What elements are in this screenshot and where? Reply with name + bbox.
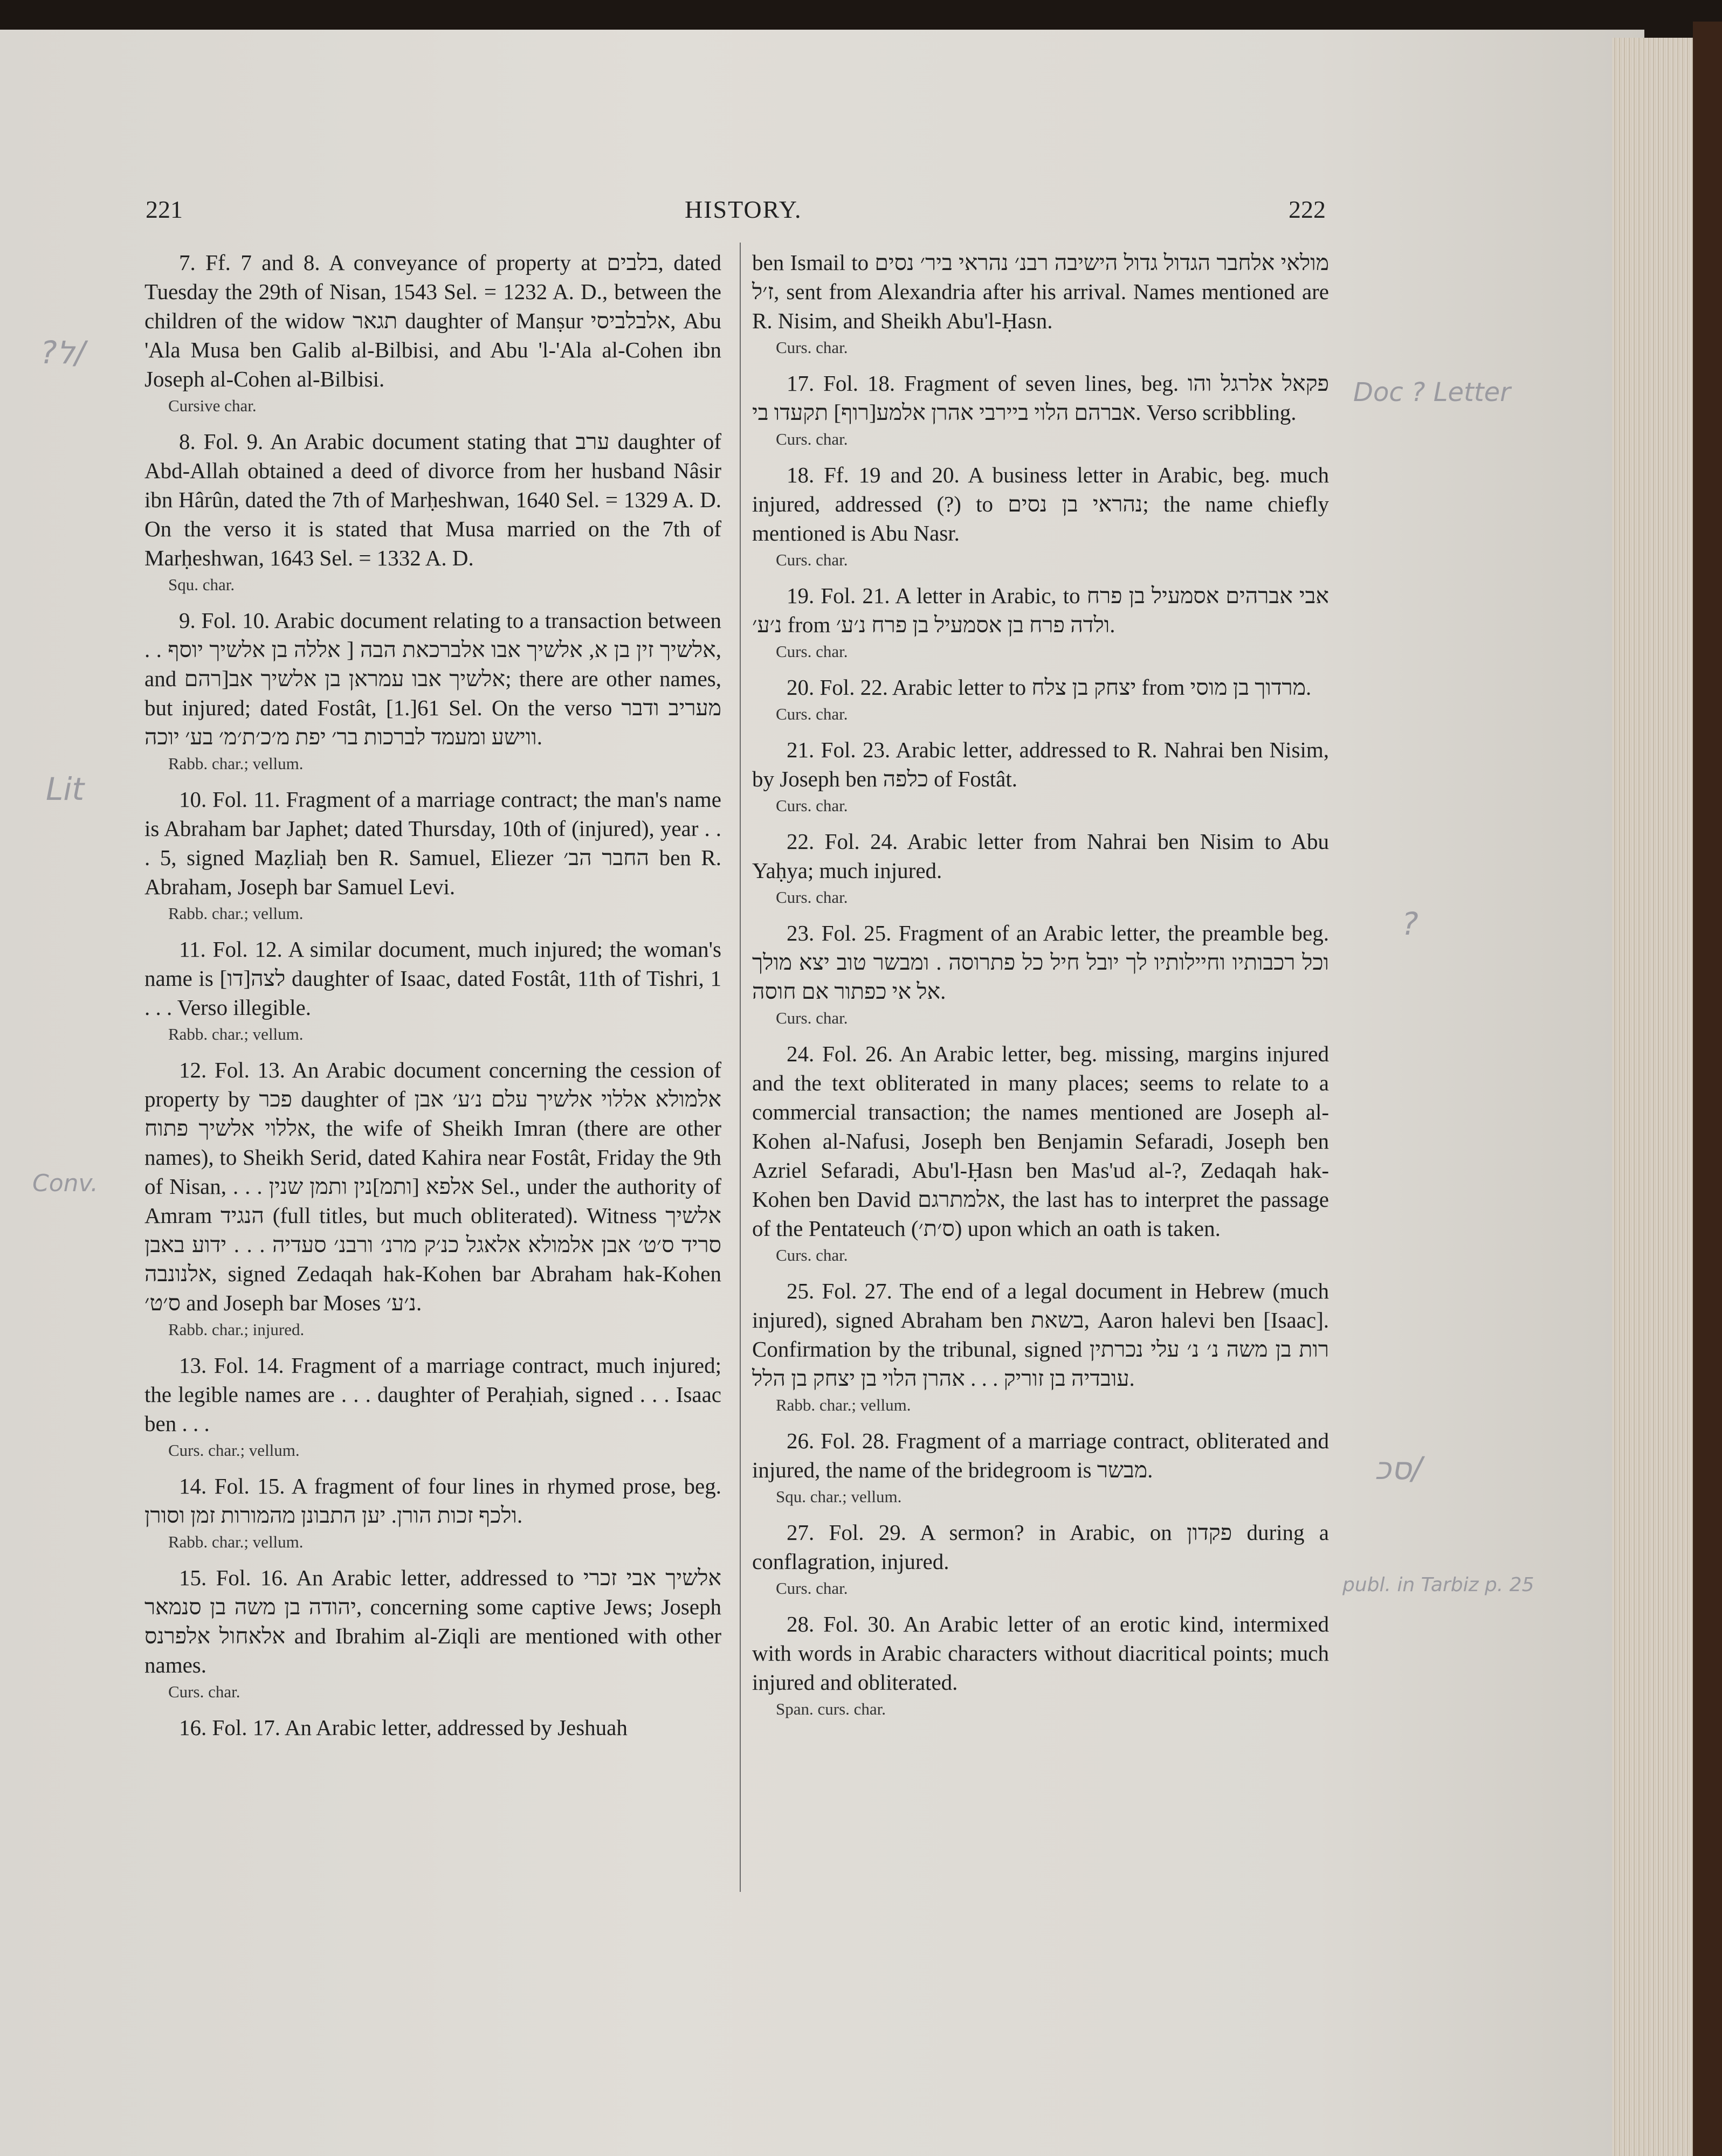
- entry-text: 19. Fol. 21. A letter in Arabic, to אבי אברהים אסמעיל בן פרח נ׳ע׳ from ולדה פרח בן אסמעיל בן פרח נ׳ע׳.: [752, 583, 1329, 637]
- catalog-entry: [144, 1055, 721, 1341]
- entry-character-note: Curs. char.: [776, 1008, 848, 1027]
- entry-character-note: Curs. char.: [168, 1682, 240, 1701]
- column-divider: [740, 243, 741, 1892]
- entry-text: 22. Fol. 24. Arabic letter from Nahrai ben Nisim to Abu Yaḥya; much injured.: [752, 829, 1329, 883]
- catalog-entry: [144, 935, 721, 1046]
- running-title: HISTORY.: [685, 196, 802, 223]
- right-column: [752, 248, 1329, 1730]
- catalog-entry: [752, 735, 1329, 817]
- margin-note: ?: [1402, 906, 1418, 942]
- catalog-entry: [144, 1713, 721, 1742]
- entry-character-note: Rabb. char.; vellum.: [776, 1395, 911, 1414]
- entry-character-note: Squ. char.; vellum.: [776, 1487, 902, 1506]
- margin-note: Conv.: [32, 1170, 98, 1197]
- catalog-entry: [752, 673, 1329, 725]
- entry-text: ben Ismail to מולאי אלחבר הגדול גדול הישיבה רבנ׳ נהראי ביר׳ נסים ז׳ל, sent from Alexandria after his arrival. Names mentioned are R. Nisim, and Sheikh Abu'l-Ḥasn.: [752, 250, 1329, 333]
- margin-note: Lit: [46, 771, 85, 807]
- margin-note: Doc ? Letter: [1353, 377, 1511, 407]
- book-cover-edge: [1693, 22, 1722, 2156]
- entry-text: 13. Fol. 14. Fragment of a marriage contract, much injured; the legible names are . . . daughter of Peraḥiah, signed . . . Isaac ben . . .: [144, 1353, 721, 1436]
- margin-note: סכ/: [1375, 1450, 1422, 1487]
- entry-character-note: Squ. char.: [168, 575, 235, 594]
- entry-text: 15. Fol. 16. An Arabic letter, addressed to אלשיך אבי זכרי יהודה בן משה בן סנמאר, concerning some captive Jews; Joseph אלאחול אלפרנס and Ibrahim al-Ziqli are mentioned with other names.: [144, 1565, 721, 1677]
- entry-text: 16. Fol. 17. An Arabic letter, addressed by Jeshuah: [179, 1715, 628, 1740]
- catalog-entry: [752, 248, 1329, 359]
- catalog-entry: [144, 1563, 721, 1703]
- entry-text: 25. Fol. 27. The end of a legal document in Hebrew (much injured), signed Abraham ben בשאת, Aaron halevi ben [Isaac]. Confirmation by the tribunal, signed רות בן משה נ׳ נ׳ עלי נכרתין עובדיה בן זוריק . . . אהרן הלוי בן יצחק בן הלל.: [752, 1279, 1330, 1391]
- entry-character-note: Cursive char.: [168, 396, 257, 415]
- entry-character-note: Rabb. char.; vellum.: [168, 1532, 304, 1551]
- entry-character-note: Curs. char.: [776, 796, 848, 815]
- catalog-entry: [752, 1426, 1329, 1508]
- entry-character-note: Curs. char.: [776, 1579, 848, 1598]
- entry-text: 8. Fol. 9. An Arabic document stating that ערב daughter of Abd-Allah obtained a deed of divorce from her husband Nâsir ibn Hârûn, dated the 7th of Marḥeshwan, 1640 Sel. = 1329 A. D. On the verso it is stated that Musa married on the 7th of Marḥeshwan, 1643 Sel. = 1332 A. D.: [144, 429, 722, 570]
- catalog-entry: [144, 1471, 721, 1553]
- entry-character-note: Curs. char.: [776, 704, 848, 723]
- catalog-entry: [752, 918, 1329, 1029]
- margin-note: ?ל/: [40, 334, 86, 371]
- page-header: [146, 195, 1332, 233]
- catalog-entry: [752, 460, 1329, 571]
- catalog-entry: [144, 427, 721, 596]
- entry-text: 14. Fol. 15. A fragment of four lines in rhymed prose, beg. ולכף זכות הורן. יען התבונן מהמורות זמן וסורן.: [144, 1474, 721, 1528]
- entry-character-note: Rabb. char.; vellum.: [168, 1025, 304, 1044]
- entry-character-note: Curs. char.: [776, 888, 848, 907]
- catalog-entry: [144, 1351, 721, 1462]
- left-column: [144, 248, 721, 1752]
- entry-character-note: Curs. char.: [776, 338, 848, 357]
- entry-character-note: Rabb. char.; vellum.: [168, 754, 304, 773]
- catalog-entry: [752, 581, 1329, 663]
- entry-character-note: Curs. char.: [776, 1246, 848, 1264]
- entry-text: 28. Fol. 30. An Arabic letter of an erotic kind, intermixed with words in Arabic characters without diacritical points; much injured and obliterated.: [752, 1612, 1329, 1695]
- entry-text: 9. Fol. 10. Arabic document relating to a transaction between . . אלשיך זין בן א, אלשיך אבו אלברכאת הבה [ אללה בן אלשיך יוסף, and אלשיך אבו עמראן בן אלשיך אב[רהם; there are other names, but injured; dated Fostât, [1.]61 Sel. On the verso מעריב ודבר ווישע ומעמד לברכות בר׳ יפת מ׳כ׳ת׳מ׳ בע׳ יוכה.: [144, 608, 721, 749]
- entry-text: 11. Fol. 12. A similar document, much injured; the woman's name is [דו]לצה daughter of Isaac, dated Fostât, 11th of Tishri, 1 . . . Verso illegible.: [144, 937, 721, 1020]
- entry-text: 18. Ff. 19 and 20. A business letter in Arabic, beg. much injured, addressed (?) to נהראי בן נסים; the name chiefly mentioned is Abu Nasr.: [752, 462, 1329, 545]
- catalog-entry: [752, 827, 1329, 909]
- catalog-entry: [144, 248, 721, 417]
- entry-character-note: Span. curs. char.: [776, 1699, 886, 1718]
- entry-character-note: Rabb. char.; vellum.: [168, 904, 304, 923]
- entry-character-note: Curs. char.: [776, 430, 848, 448]
- entry-text: 12. Fol. 13. An Arabic document concerning the cession of property by פכר daughter of אלמולא אללוי אלשיך עלם נ׳ע׳ אבן אללוי אלשיך פתוח, the wife of Sheikh Imran (there are other names), to Sheikh Serid, dated Kahira near Fostât, Friday the 9th of Nisan, . . . אלפא [ותמ]נין ותמן שנין Sel., under the authority of Amram הנגיד (full titles, but much obliterated). Witness אלשיך סריד ס׳ט׳ אבן אלמולא אלאגל כנ׳ק מרנ׳ ורבנ׳ סעדיה . . . ידוע באבן אלנונבה, signed Zedaqah hak-Kohen bar Abraham hak-Kohen ס׳ט׳ and Joseph bar Moses נ׳ע׳.: [144, 1058, 721, 1315]
- entry-text: 10. Fol. 11. Fragment of a marriage contract; the man's name is Abraham bar Japhet; dated Thursday, 10th of (injured), year . . . 5, signed Maẓliaḥ ben R. Samuel, Eliezer החבר הב׳ ben R. Abraham, Joseph bar Samuel Levi.: [144, 787, 721, 899]
- entry-text: 7. Ff. 7 and 8. A conveyance of property at בלבים, dated Tuesday the 29th of Nisan, 1543 Sel. = 1232 A. D., between the children of the widow תגאר daughter of Manṣur אלבלביסי, Abu 'Ala Musa ben Galib al-Bilbisi, and Abu 'l-'Ala al-Cohen ibn Joseph al-Cohen al-Bilbisi.: [144, 250, 722, 391]
- catalog-entry: [752, 1609, 1329, 1720]
- entry-character-note: Curs. char.: [776, 642, 848, 661]
- catalog-entry: [144, 606, 721, 775]
- entry-character-note: Curs. char.: [776, 550, 848, 569]
- entry-text: 20. Fol. 22. Arabic letter to יצחק בן צלח from מרדוך בן מוסי.: [787, 675, 1312, 700]
- entry-text: 24. Fol. 26. An Arabic letter, beg. missing, margins injured and the text obliterated in many places; seems to relate to a commercial transaction; the names mentioned are Joseph al-Kohen al-Nafusi, Joseph ben Benjamin Sefaradi, Joseph ben Azriel Sefaradi, Abu'l-Ḥasn ben Mas'ud al-?, Zedaqah hak-Kohen ben David אלמתרגם, the last has to interpret the passage of the Pentateuch (ס׳ת׳) upon which an oath is taken.: [752, 1041, 1329, 1241]
- catalog-entry: [144, 785, 721, 925]
- catalog-entry: [752, 1518, 1329, 1600]
- page-number-right: 222: [1289, 196, 1326, 223]
- margin-note: publ. in Tarbiz p. 25: [1342, 1574, 1534, 1596]
- entry-text: 23. Fol. 25. Fragment of an Arabic letter, the preamble beg. וכל רכבותיו וחיילותיו לך יובל חיל כל פתרוסה . ומבשר טוב יצא מולך אל אי כפתור אם חוסה.: [752, 921, 1329, 1004]
- page-number-left: 221: [146, 196, 183, 223]
- entry-text: 17. Fol. 18. Fragment of seven lines, beg. פקאל אלרגל והו אברהם הלוי ביירבי אהרן אלמע[רוף] תקעדו בי. Verso scribbling.: [752, 371, 1329, 425]
- entry-character-note: Curs. char.; vellum.: [168, 1441, 300, 1460]
- entry-text: 27. Fol. 29. A sermon? in Arabic, on פקדון during a conflagration, injured.: [752, 1520, 1329, 1574]
- catalog-entry: [752, 1276, 1329, 1416]
- catalog-entry: [752, 369, 1329, 451]
- entry-character-note: Rabb. char.; injured.: [168, 1320, 305, 1339]
- catalog-entry: [752, 1039, 1329, 1267]
- entry-text: 26. Fol. 28. Fragment of a marriage contract, obliterated and injured, the name of the bridegroom is מבשר.: [752, 1428, 1329, 1482]
- entry-text: 21. Fol. 23. Arabic letter, addressed to R. Nahrai ben Nisim, by Joseph ben כלפה of Fostât.: [752, 737, 1329, 791]
